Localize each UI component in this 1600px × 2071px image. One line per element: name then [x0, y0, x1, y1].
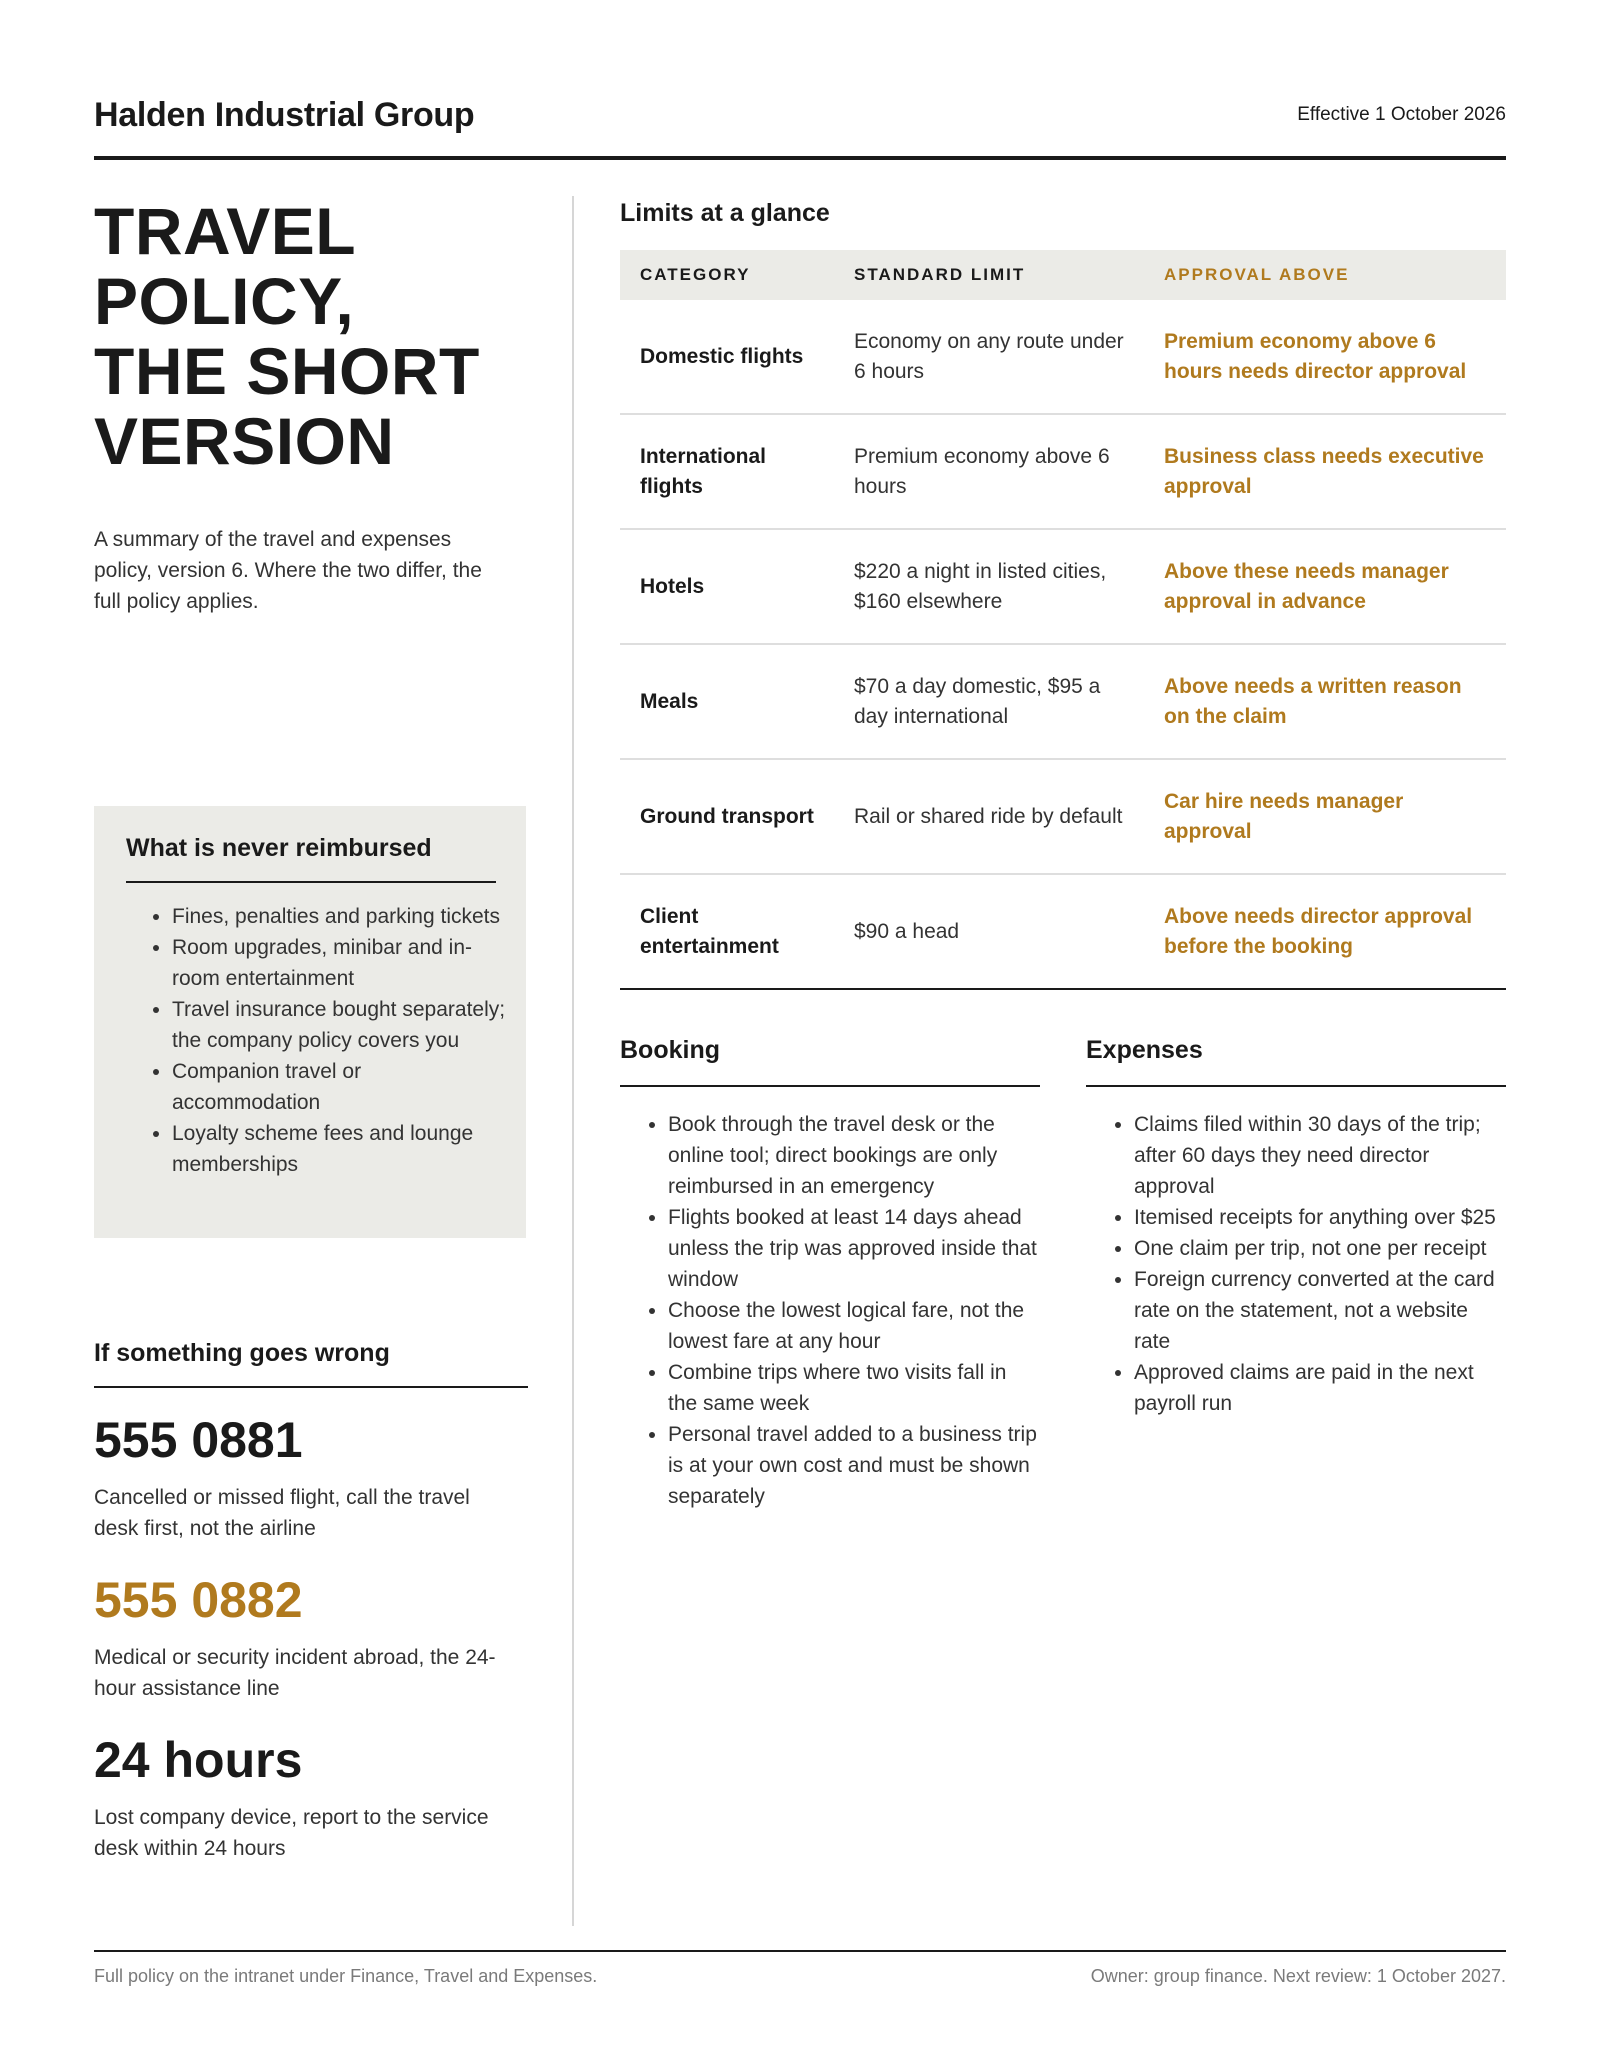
row-limit: $220 a night in listed cities, $160 elsewhere [834, 529, 1144, 644]
right-column [620, 196, 1506, 1508]
booking-title: Booking [620, 1036, 1040, 1087]
row-category: International flights [620, 414, 834, 529]
table-row [620, 874, 1506, 989]
page-header [94, 96, 1506, 160]
left-column [94, 194, 528, 1860]
row-approval: Premium economy above 6 hours needs director approval [1164, 329, 1467, 383]
effective-date: Effective 1 October 2026 [1297, 104, 1506, 125]
footer-owner: Owner: group finance. Next review: 1 October 2027. [1090, 1966, 1506, 1986]
row-category: Client entertainment [620, 874, 834, 989]
column-header-approval: APPROVAL ABOVE [1144, 250, 1506, 300]
list-item: • Companion travel or accommodation [172, 1056, 514, 1118]
list-item: • Claims filed within 30 days of the trip; after 60 days they need director approval [1134, 1109, 1506, 1202]
limits-table [620, 250, 1506, 990]
expenses-list [1086, 1109, 1506, 1419]
never-reimbursed-title: What is never reimbursed [126, 834, 496, 883]
table-row [620, 759, 1506, 874]
row-limit: Premium economy above 6 hours [834, 414, 1144, 529]
row-limit: Rail or shared ride by default [834, 759, 1144, 874]
assistance-line-number: 555 0882 [94, 1572, 303, 1628]
organization-name: Halden Industrial Group [94, 96, 475, 134]
list-item: • One claim per trip, not one per receipt [1134, 1233, 1506, 1264]
row-limit: Economy on any route under 6 hours [854, 329, 1124, 383]
travel-desk-number: 555 0881 [94, 1412, 303, 1468]
column-header-limit: STANDARD LIMIT [834, 250, 1144, 300]
column-header-category: CATEGORY [620, 250, 834, 300]
row-category: Domestic flights [640, 344, 804, 368]
booking-list [620, 1109, 1040, 1512]
row-approval: Car hire needs manager approval [1144, 759, 1506, 874]
row-approval: Business class needs executive approval [1144, 414, 1506, 529]
row-category: Ground transport [620, 759, 834, 874]
device-report-deadline: 24 hours [94, 1732, 303, 1788]
row-approval: Above these needs manager approval in advance [1144, 529, 1506, 644]
column-divider [572, 196, 574, 1926]
assistance-line-description: Medical or security incident abroad, the 24-hour assistance line [94, 1646, 496, 1700]
expenses-section [1086, 1036, 1506, 1419]
list-item: • Combine trips where two visits fall in the same week [668, 1357, 1040, 1419]
list-item: • Book through the travel desk or the online tool; direct bookings are only reimbursed in an emergency [668, 1109, 1040, 1202]
list-item: • Loyalty scheme fees and lounge memberships [172, 1118, 514, 1180]
emergency-title: If something goes wrong [94, 1339, 528, 1388]
never-reimbursed-list [126, 901, 514, 1180]
expenses-title: Expenses [1086, 1036, 1506, 1087]
row-limit: $70 a day domestic, $95 a day international [834, 644, 1144, 759]
list-item: • Fines, penalties and parking tickets [172, 901, 514, 932]
table-row [620, 414, 1506, 529]
table-row [620, 300, 1506, 414]
list-item: • Itemised receipts for anything over $25 [1134, 1202, 1506, 1233]
list-item: • Room upgrades, minibar and in-room entertainment [172, 932, 514, 994]
list-item: • Choose the lowest logical fare, not the lowest fare at any hour [668, 1295, 1040, 1357]
row-category: Hotels [620, 529, 834, 644]
list-item: • Travel insurance bought separately; the company policy covers you [172, 994, 514, 1056]
row-approval: Above needs a written reason on the claim [1144, 644, 1506, 759]
footer-policy-location: Full policy on the intranet under Finance, Travel and Expenses. [94, 1966, 598, 1986]
travel-desk-description: Cancelled or missed flight, call the travel desk first, not the airline [94, 1486, 470, 1540]
list-item: • Flights booked at least 14 days ahead unless the trip was approved inside that window [668, 1202, 1040, 1295]
booking-section [620, 1036, 1040, 1512]
list-item: • Foreign currency converted at the card rate on the statement, not a website rate [1134, 1264, 1506, 1357]
row-limit: $90 a head [834, 874, 1144, 989]
policy-page [94, 0, 1506, 2071]
never-reimbursed-box [94, 806, 526, 1238]
page-footer [94, 1950, 1506, 1986]
limits-title: Limits at a glance [620, 199, 830, 227]
policy-summary: A summary of the travel and expenses policy, version 6. Where the two differ, the full policy applies. [94, 528, 482, 613]
emergency-section [94, 1339, 528, 1864]
device-report-description: Lost company device, report to the service desk within 24 hours [94, 1806, 489, 1860]
list-item: • Approved claims are paid in the next payroll run [1134, 1357, 1506, 1419]
list-item: • Personal travel added to a business trip is at your own cost and must be shown separately [668, 1419, 1040, 1512]
row-category: Meals [620, 644, 834, 759]
table-row [620, 644, 1506, 759]
table-row [620, 529, 1506, 644]
row-approval: Above needs director approval before the booking [1144, 874, 1506, 989]
table-header-row [620, 250, 1506, 300]
page-title: TRAVEL POLICY, THE SHORT VERSION [94, 194, 480, 478]
